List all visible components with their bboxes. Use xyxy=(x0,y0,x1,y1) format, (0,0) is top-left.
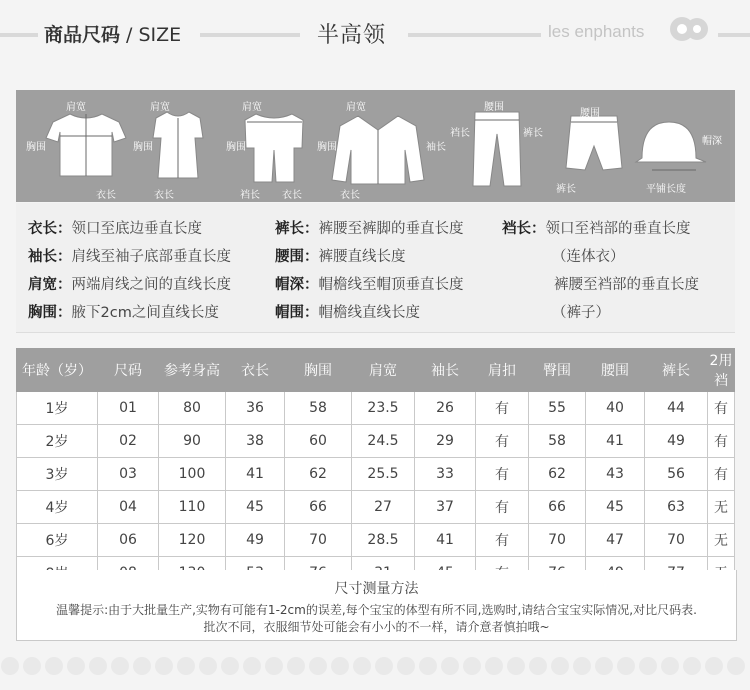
table-row xyxy=(17,425,735,458)
scallop-dot xyxy=(375,657,393,675)
table-cell: 33 xyxy=(415,458,476,491)
scallop-dot xyxy=(441,657,459,675)
table-header-row xyxy=(17,349,735,392)
table-cell: 有 xyxy=(476,524,529,557)
collar-type-title: 半高领 xyxy=(317,23,387,48)
label-chest-4: 胸围 xyxy=(317,142,337,153)
table-cell: 47 xyxy=(586,524,645,557)
col-header: 胸围 xyxy=(285,349,352,392)
col-header: 年龄（岁） xyxy=(17,349,98,392)
table-cell: 有 xyxy=(476,458,529,491)
table-cell: 03 xyxy=(98,458,159,491)
table-cell: 66 xyxy=(285,491,352,524)
table-cell: 70 xyxy=(645,524,708,557)
col-header: 臀围 xyxy=(529,349,586,392)
table-cell: 49 xyxy=(226,524,285,557)
col-header: 衣长 xyxy=(226,349,285,392)
table-cell: 41 xyxy=(415,524,476,557)
scallop-dot xyxy=(243,657,261,675)
table-cell: 4岁 xyxy=(17,491,98,524)
brand-name: les enphants xyxy=(548,22,645,41)
table-cell: 44 xyxy=(645,392,708,425)
table-cell: 43 xyxy=(586,458,645,491)
scallop-dot xyxy=(529,657,547,675)
scallop-dot xyxy=(705,657,723,675)
label-sleeve-1: 袖长 xyxy=(426,142,446,153)
table-row xyxy=(17,458,735,491)
table-cell: 66 xyxy=(529,491,586,524)
scallop-dot xyxy=(639,657,657,675)
label-crotch-2: 裆长 xyxy=(450,128,470,139)
label-flat-length: 平铺长度 xyxy=(646,184,686,195)
table-cell: 有 xyxy=(708,425,735,458)
scallop-dot xyxy=(573,657,591,675)
desc-item: 裤腰至裆部的垂直长度 xyxy=(554,277,699,293)
desc-item: 袖长：肩线至袖子底部垂直长度 xyxy=(28,249,231,265)
header-rule-left xyxy=(0,33,38,37)
table-row xyxy=(17,491,735,524)
col-header: 裤长 xyxy=(645,349,708,392)
scallop-dot xyxy=(463,657,481,675)
romper-icon xyxy=(245,114,303,182)
table-cell: 62 xyxy=(529,458,586,491)
table-cell: 有 xyxy=(708,392,735,425)
label-shoulder-3: 肩宽 xyxy=(242,102,262,113)
table-cell: 2岁 xyxy=(17,425,98,458)
scallop-dot xyxy=(155,657,173,675)
scallop-dot xyxy=(265,657,283,675)
col-header: 2用裆 xyxy=(708,349,735,392)
scallop-dot xyxy=(133,657,151,675)
table-cell: 04 xyxy=(98,491,159,524)
table-cell: 110 xyxy=(159,491,226,524)
scallop-dot xyxy=(111,657,129,675)
label-hat-depth: 帽深 xyxy=(702,136,722,147)
table-row xyxy=(17,524,735,557)
table-cell: 55 xyxy=(529,392,586,425)
scallop-dot xyxy=(485,657,503,675)
title-separator: / xyxy=(120,24,139,46)
col-header: 袖长 xyxy=(415,349,476,392)
label-chest-3: 胸围 xyxy=(226,142,246,153)
col-header: 尺码 xyxy=(98,349,159,392)
table-cell: 62 xyxy=(285,458,352,491)
desc-item: 胸围：腋下2cm之间直线长度 xyxy=(28,305,219,321)
scallop-dot xyxy=(727,657,745,675)
table-cell: 63 xyxy=(645,491,708,524)
desc-item: 裤长：裤腰至裤脚的垂直长度 xyxy=(275,221,464,237)
col-header: 腰围 xyxy=(586,349,645,392)
scallop-dot xyxy=(551,657,569,675)
table-cell: 28.5 xyxy=(352,524,415,557)
header-rule-mid-left xyxy=(200,33,300,37)
col-header: 肩宽 xyxy=(352,349,415,392)
table-cell: 25.5 xyxy=(352,458,415,491)
label-shoulder-4: 肩宽 xyxy=(346,102,366,113)
shorts-icon xyxy=(566,116,622,170)
table-cell: 40 xyxy=(586,392,645,425)
table-cell: 41 xyxy=(226,458,285,491)
scallop-dot xyxy=(287,657,305,675)
desc-item: 帽围：帽檐线直线长度 xyxy=(275,305,420,321)
table-cell: 1岁 xyxy=(17,392,98,425)
scallop-dot xyxy=(221,657,239,675)
page-title xyxy=(44,20,181,47)
desc-item: （裤子） xyxy=(552,305,610,321)
header-rule-right xyxy=(718,33,750,37)
table-cell: 120 xyxy=(159,524,226,557)
label-length-3: 衣长 xyxy=(282,190,302,201)
table-cell: 6岁 xyxy=(17,524,98,557)
scallop-dot xyxy=(617,657,635,675)
scallop-dot xyxy=(353,657,371,675)
desc-item: 腰围：裤腰直线长度 xyxy=(275,249,406,265)
scallop-dot xyxy=(177,657,195,675)
col-header: 肩扣 xyxy=(476,349,529,392)
note-line: 批次不同，衣服细节处可能会有小小的不一样，请介意者慎拍哦~ xyxy=(203,620,550,634)
desc-item: （连体衣） xyxy=(552,249,625,265)
label-length-1: 衣长 xyxy=(96,190,116,201)
table-cell: 70 xyxy=(529,524,586,557)
table-cell: 36 xyxy=(226,392,285,425)
size-table xyxy=(16,348,735,590)
brand-logo-icon xyxy=(668,14,712,44)
table-row xyxy=(17,392,735,425)
table-cell: 3岁 xyxy=(17,458,98,491)
table-cell: 29 xyxy=(415,425,476,458)
measurement-descriptions xyxy=(16,203,735,333)
measurement-note xyxy=(16,570,737,641)
label-chest-2: 胸围 xyxy=(133,142,153,153)
scallop-dot xyxy=(67,657,85,675)
label-chest-1: 胸围 xyxy=(26,142,46,153)
desc-item: 裆长：领口至裆部的垂直长度 xyxy=(502,221,691,237)
note-title: 尺寸测量方法 xyxy=(334,581,419,597)
scallop-dot xyxy=(397,657,415,675)
table-cell: 60 xyxy=(285,425,352,458)
table-cell: 有 xyxy=(708,458,735,491)
label-shoulder-2: 肩宽 xyxy=(150,102,170,113)
table-cell: 56 xyxy=(645,458,708,491)
table-cell: 45 xyxy=(586,491,645,524)
label-waist-1: 腰围 xyxy=(484,102,504,113)
header-rule-mid-right xyxy=(408,33,541,37)
hat-icon xyxy=(636,122,706,162)
table-cell: 无 xyxy=(708,524,735,557)
pants-icon xyxy=(473,112,521,186)
table-cell: 26 xyxy=(415,392,476,425)
scallop-dot xyxy=(23,657,41,675)
note-line: 温馨提示:由于大批量生产,实物有可能有1-2cm的误差,每个宝宝的体型有所不同,选购时,请结合宝宝实际情况,对比尺码表. xyxy=(56,603,697,617)
table-cell: 41 xyxy=(586,425,645,458)
table-cell: 37 xyxy=(415,491,476,524)
scallop-dot xyxy=(661,657,679,675)
label-crotch-1: 裆长 xyxy=(240,190,260,201)
title-cn: 商品尺码 xyxy=(44,24,121,46)
desc-item: 衣长：领口至底边垂直长度 xyxy=(28,221,202,237)
table-cell: 90 xyxy=(159,425,226,458)
label-shoulder-1: 肩宽 xyxy=(66,102,86,113)
scallop-dot xyxy=(683,657,701,675)
label-length-4: 衣长 xyxy=(340,190,360,201)
scallop-dot xyxy=(309,657,327,675)
table-cell: 27 xyxy=(352,491,415,524)
table-cell: 49 xyxy=(645,425,708,458)
table-cell: 45 xyxy=(226,491,285,524)
scallop-dot xyxy=(595,657,613,675)
table-cell: 58 xyxy=(285,392,352,425)
table-cell: 有 xyxy=(476,491,529,524)
scallop-dot xyxy=(89,657,107,675)
table-cell: 100 xyxy=(159,458,226,491)
header xyxy=(0,0,750,70)
label-inseam-2: 裤长 xyxy=(556,184,576,195)
scallop-dot xyxy=(45,657,63,675)
table-cell: 有 xyxy=(476,392,529,425)
table-cell: 02 xyxy=(98,425,159,458)
scallop-dot xyxy=(331,657,349,675)
table-cell: 80 xyxy=(159,392,226,425)
table-cell: 06 xyxy=(98,524,159,557)
label-waist-2: 腰围 xyxy=(580,108,600,119)
table-cell: 有 xyxy=(476,425,529,458)
scallop-dot xyxy=(1,657,19,675)
desc-item: 帽深：帽檐线至帽顶垂直长度 xyxy=(275,277,464,293)
table-cell: 58 xyxy=(529,425,586,458)
scallop-dot xyxy=(199,657,217,675)
desc-item: 肩宽：两端肩线之间的直线长度 xyxy=(28,277,231,293)
table-cell: 70 xyxy=(285,524,352,557)
table-cell: 无 xyxy=(708,491,735,524)
label-length-2: 衣长 xyxy=(154,190,174,201)
scallop-dot xyxy=(419,657,437,675)
table-cell: 23.5 xyxy=(352,392,415,425)
table-cell: 24.5 xyxy=(352,425,415,458)
scallop-border xyxy=(0,650,750,690)
scallop-dot xyxy=(507,657,525,675)
label-inseam-1: 裤长 xyxy=(523,128,543,139)
title-en: SIZE xyxy=(138,24,182,46)
col-header: 参考身高 xyxy=(159,349,226,392)
measurement-illustrations xyxy=(16,90,735,202)
table-cell: 38 xyxy=(226,425,285,458)
table-cell: 01 xyxy=(98,392,159,425)
note-text xyxy=(23,602,730,636)
